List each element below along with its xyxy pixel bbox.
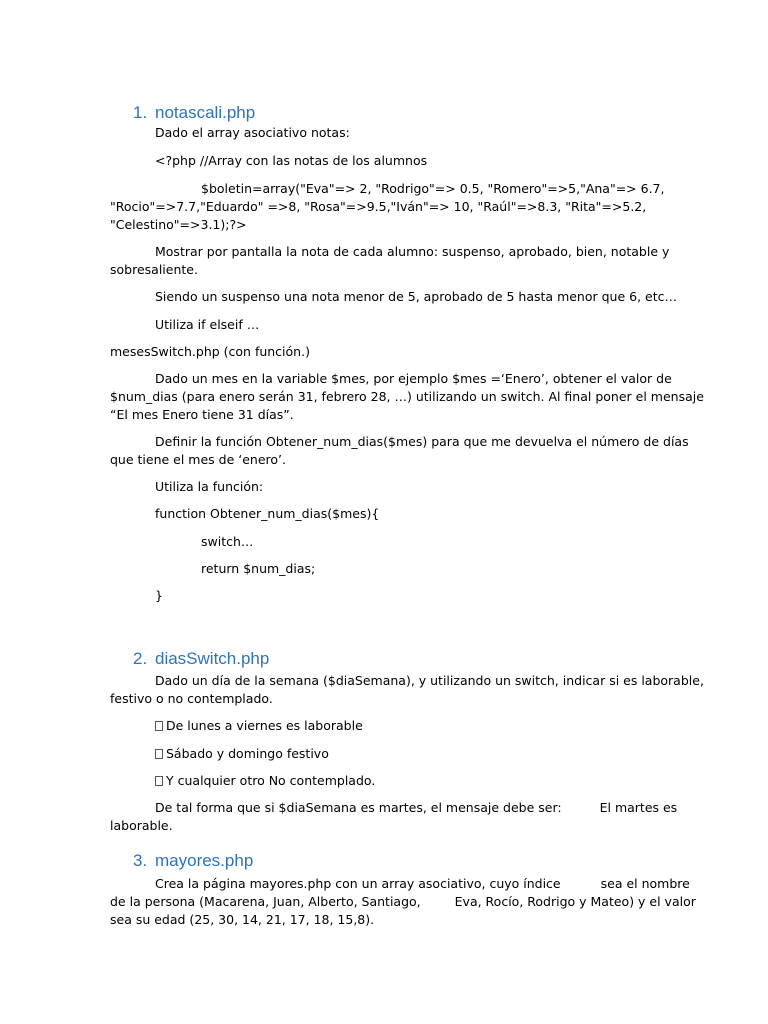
paragraph-line: Definir la función Obtener_num_dias($mes) para que me devuelva el número de días <box>155 434 689 449</box>
paragraph-line: sea su edad (25, 30, 14, 21, 17, 18, 15,8). <box>110 912 375 927</box>
code-line: switch… <box>201 534 254 549</box>
paragraph-line: Dado el array asociativo notas: <box>155 125 350 140</box>
paragraph-line <box>110 894 696 910</box>
bullet-text: De lunes a viernes es laborable <box>166 718 363 733</box>
code-line: function Obtener_num_dias($mes){ <box>155 506 380 521</box>
paragraph-line <box>155 800 677 816</box>
section-title: diasSwitch.php <box>155 649 270 668</box>
paragraph-line: laborable. <box>110 818 173 833</box>
bullet-text: Sábado y domingo festivo <box>166 746 329 761</box>
bullet-glyph-icon <box>155 749 163 759</box>
paragraph-segment: de la persona (Macarena, Juan, Alberto, Santiago, <box>110 894 421 909</box>
section-title: notascali.php <box>155 103 256 122</box>
subheading-line: mesesSwitch.php (con función.) <box>110 344 310 359</box>
code-line: "Celestino"=>3.1);?> <box>110 217 247 232</box>
bullet-item <box>155 773 375 789</box>
bullet-glyph-icon <box>155 721 163 731</box>
paragraph-line: que tiene el mes de ‘enero’. <box>110 452 286 467</box>
section-number: 2. <box>133 649 148 668</box>
paragraph-line: Utiliza la función: <box>155 479 264 494</box>
code-line: $boletin=array("Eva"=> 2, "Rodrigo"=> 0.5, "Romero"=>5,"Ana"=> 6.7, <box>201 181 665 196</box>
bullet-item <box>155 718 363 734</box>
paragraph-line: Dado un mes en la variable $mes, por ejemplo $mes =‘Enero’, obtener el valor de <box>155 371 672 386</box>
bullet-text: Y cualquier otro No contemplado. <box>166 773 376 788</box>
section-number: 1. <box>133 103 148 122</box>
paragraph-segment: sea el nombre <box>600 876 690 891</box>
paragraph-segment: El martes es <box>599 800 678 815</box>
paragraph-line <box>155 876 690 892</box>
paragraph-line: Siendo un suspenso una nota menor de 5, aprobado de 5 hasta menor que 6, etc… <box>155 289 677 304</box>
section-title: mayores.php <box>155 851 254 870</box>
paragraph-line: Mostrar por pantalla la nota de cada alumno: suspenso, aprobado, bien, notable y <box>155 244 670 259</box>
paragraph-line: festivo o no contemplado. <box>110 691 273 706</box>
bullet-item <box>155 746 329 762</box>
paragraph-segment: Crea la página mayores.php con un array asociativo, cuyo índice <box>155 876 561 891</box>
code-line: <?php //Array con las notas de los alumnos <box>155 153 428 168</box>
bullet-glyph-icon <box>155 776 163 786</box>
section-number: 3. <box>133 851 148 870</box>
paragraph-line: Dado un día de la semana ($diaSemana), y utilizando un switch, indicar si es laborable, <box>155 673 704 688</box>
paragraph-line: Utiliza if elseif … <box>155 317 260 332</box>
section-heading-3 <box>133 850 253 872</box>
code-line: "Rocio"=>7.7,"Eduardo" =>8, "Rosa"=>9.5,"Iván"=> 10, "Raúl"=>8.3, "Rita"=>5.2, <box>110 199 647 214</box>
paragraph-line: “El mes Enero tiene 31 días”. <box>110 407 294 422</box>
section-heading-1 <box>133 102 255 124</box>
paragraph-line: sobresaliente. <box>110 262 198 277</box>
paragraph-segment: De tal forma que si $diaSemana es martes, el mensaje debe ser: <box>155 800 562 815</box>
section-heading-2 <box>133 648 269 670</box>
code-line: return $num_dias; <box>201 561 316 576</box>
paragraph-line: $num_dias (para enero serán 31, febrero 28, …) utilizando un switch. Al final poner el mensaje <box>110 389 704 404</box>
paragraph-segment: Eva, Rocío, Rodrigo y Mateo) y el valor <box>454 894 696 909</box>
code-line: } <box>155 588 163 603</box>
